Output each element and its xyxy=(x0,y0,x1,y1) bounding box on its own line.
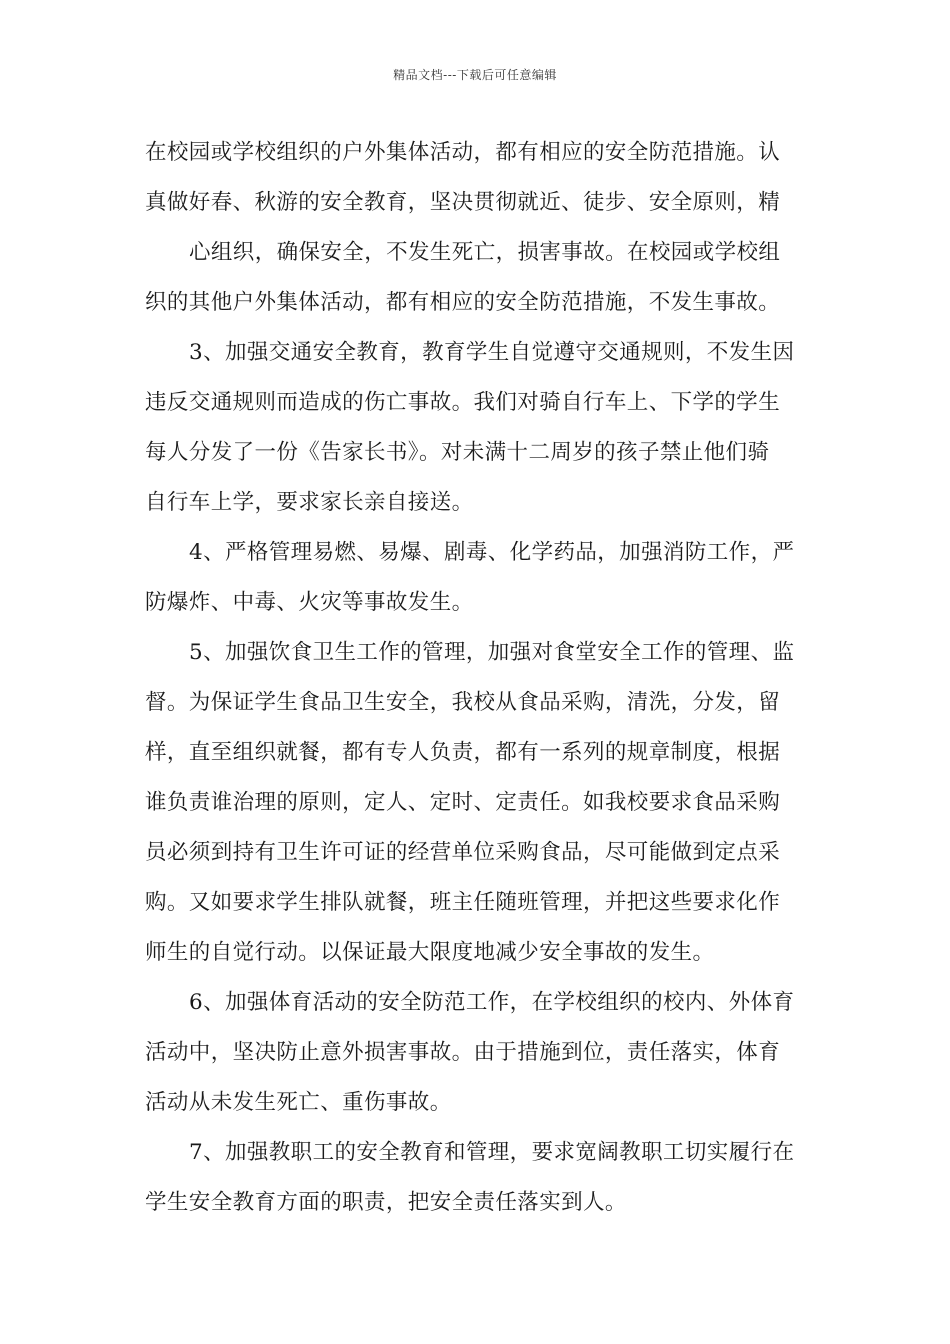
text-line: 活动中，坚决防止意外损害事故。由于措施到位，责任落实，体育 xyxy=(145,1040,781,1065)
text-line: 3、加强交通安全教育，教育学生自觉遵守交通规则，不发生因 xyxy=(189,340,795,365)
text-line: 7、加强教职工的安全教育和管理，要求宽阔教职工切实履行在 xyxy=(189,1140,795,1165)
text-line: 在校园或学校组织的户外集体活动，都有相应的安全防范措施。认 xyxy=(145,140,781,165)
text-line: 师生的自觉行动。以保证最大限度地减少安全事故的发生。 xyxy=(145,940,715,965)
text-line: 自行车上学，要求家长亲自接送。 xyxy=(145,490,474,515)
text-line: 4、严格管理易燃、易爆、剧毒、化学药品，加强消防工作，严 xyxy=(189,540,795,565)
text-line: 真做好春、秋游的安全教育，坚决贯彻就近、徒步、安全原则，精 xyxy=(145,190,781,215)
text-line: 学生安全教育方面的职责，把安全责任落实到人。 xyxy=(145,1190,627,1215)
text-line: 每人分发了一份《告家长书》。对未满十二周岁的孩子禁止他们骑 xyxy=(145,440,770,465)
text-line: 违反交通规则而造成的伤亡事故。我们对骑自行车上、下学的学生 xyxy=(145,390,781,415)
text-line: 6、加强体育活动的安全防范工作，在学校组织的校内、外体育 xyxy=(189,990,795,1015)
text-line: 样，直至组织就餐，都有专人负责，都有一系列的规章制度，根据 xyxy=(145,740,781,765)
text-line: 织的其他户外集体活动，都有相应的安全防范措施，不发生事故。 xyxy=(145,290,781,315)
page-header: 精品文档---下载后可任意编辑 xyxy=(393,68,557,82)
text-line: 督。为保证学生食品卫生安全，我校从食品采购，清洗，分发，留 xyxy=(145,690,781,715)
document-body xyxy=(145,128,805,1228)
text-line: 谁负责谁治理的原则，定人、定时、定责任。如我校要求食品采购 xyxy=(145,790,781,815)
text-line: 防爆炸、中毒、火灾等事故发生。 xyxy=(145,590,474,615)
text-line: 购。又如要求学生排队就餐，班主任随班管理，并把这些要求化作 xyxy=(145,890,781,915)
text-line: 5、加强饮食卫生工作的管理，加强对食堂安全工作的管理、监 xyxy=(189,640,795,665)
text-line: 心组织，确保安全，不发生死亡，损害事故。在校园或学校组 xyxy=(189,240,781,265)
text-line: 活动从未发生死亡、重伤事故。 xyxy=(145,1090,452,1115)
text-line: 员必须到持有卫生许可证的经营单位采购食品，尽可能做到定点采 xyxy=(145,840,781,865)
